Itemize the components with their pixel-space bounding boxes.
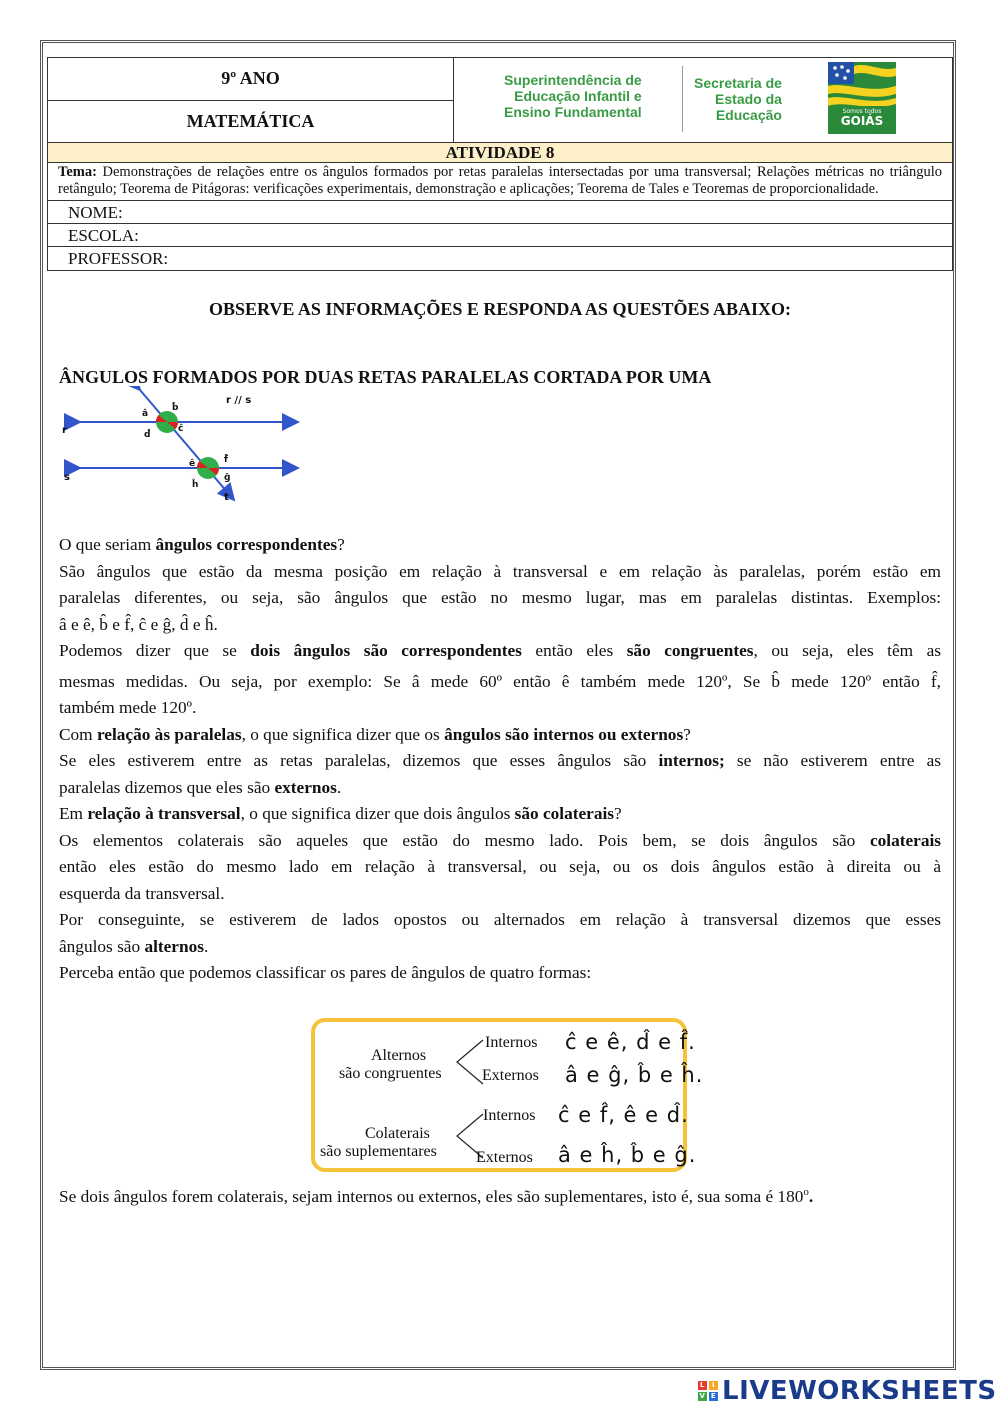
subject-cell: MATEMÁTICA xyxy=(186,110,315,131)
svg-text:ĝ: ĝ xyxy=(224,473,231,483)
paragraph-line: esquerda da transversal. xyxy=(59,883,225,903)
goias-flag-logo xyxy=(828,62,896,134)
svg-text:b̂: b̂ xyxy=(172,403,179,413)
svg-text:Somos todos: Somos todos xyxy=(842,108,882,115)
classification-box xyxy=(311,1018,704,1172)
logos-cell xyxy=(454,58,952,142)
question-collateral: Em relação à transversal, o que significa dizer que dois ângulos são colaterais? xyxy=(59,804,622,823)
paragraph-line: Se eles estiverem entre as retas paralelas, dizemos que esses ângulos são internos; se não estiverem entre as xyxy=(59,751,941,770)
final-sentence: Se dois ângulos forem colaterais, sejam internos ou externos, eles são suplementares, isto é, sua soma é 180$^o$. xyxy=(59,1186,814,1206)
svg-text:ê: ê xyxy=(189,459,196,469)
paragraph-line: Por conseguinte, se estiverem de lados opostos ou alternados em relação à transversal dizemos que esses xyxy=(59,910,941,929)
svg-text:GOVERNO DO ESTADO: GOVERNO DO ESTADO xyxy=(839,128,885,133)
paragraph-line: ângulos são alternos. xyxy=(59,936,209,956)
activity-title: ATIVIDADE 8 xyxy=(48,143,952,163)
svg-text:f̂: f̂ xyxy=(224,455,228,465)
svg-text:ĥ: ĥ xyxy=(192,480,199,490)
colaterais-externos-label: Externos xyxy=(476,1149,533,1166)
logo-superintendencia: Superintendência de Educação Infantil e Ensino Fundamental xyxy=(504,72,642,120)
alternos-sub: são congruentes xyxy=(339,1065,442,1082)
professor-field[interactable]: PROFESSOR: xyxy=(68,249,169,268)
grade-cell: 9º ANO xyxy=(48,58,453,101)
svg-text:GOIÁS: GOIÁS xyxy=(840,114,884,128)
paragraph-line: paralelas diferentes, ou seja, são ângulos que estão no mesmo lugar, mas em paralelas distintas. Exemplos: xyxy=(59,588,941,607)
header-left-column xyxy=(48,58,454,142)
svg-text:d̂: d̂ xyxy=(144,430,151,440)
paragraph-line: também mede 120º. xyxy=(59,698,197,717)
question-internal-external: Com relação às paralelas, o que significa dizer que os ângulos são internos ou externos? xyxy=(59,724,691,744)
paragraph-line: Podemos dizer que se dois ângulos são correspondentes então eles são congruentes, ou seja, eles têm as xyxy=(59,641,941,660)
header-table xyxy=(47,57,953,271)
paragraph-line: então eles estão do mesmo lado em relação à transversal, ou seja, ou os dois ângulos estão à direita ou à xyxy=(59,857,941,876)
colaterais-externos-pairs: â e ĥ, b̂ e ĝ. xyxy=(558,1143,697,1167)
colaterais-internos-label: Internos xyxy=(483,1107,536,1124)
tema-text: Demonstrações de relações entre os ângulos formados por retas paralelas intersectadas por uma transversal; Relações métricas no triângulo retângulo; Teorema de Pitágoras: verificações experimentais, demonstração e aplicações; Teorema de Tales e Teoremas de proporcionalidade. xyxy=(58,164,943,197)
svg-text:â: â xyxy=(142,409,149,419)
paragraph-line: Os elementos colaterais são aqueles que estão do mesmo lado. Pois bem, se dois ângulos são colaterais xyxy=(59,830,941,850)
svg-text:ĉ: ĉ xyxy=(178,424,184,434)
svg-text:s: s xyxy=(64,472,70,483)
alternos-externos-label: Externos xyxy=(482,1067,539,1084)
logo-secretaria: Secretaria de Estado da Educação xyxy=(694,75,782,123)
line-t xyxy=(140,390,234,500)
nome-field[interactable]: NOME: xyxy=(48,201,952,224)
liveworksheets-logo-icon: L I V E xyxy=(699,1381,717,1400)
alternos-internos-label: Internos xyxy=(485,1034,538,1051)
paragraph-line: São ângulos que estão da mesma posição em relação à transversal e em relação às paralelas, porém estão em xyxy=(59,561,941,581)
tema-row xyxy=(48,163,952,201)
colaterais-label: Colaterais xyxy=(365,1125,430,1142)
section-title: ÂNGULOS FORMADOS POR DUAS RETAS PARALELAS CORTADA POR UMA xyxy=(59,367,712,387)
alternos-externos-pairs: â e ĝ, b̂ e ĥ. xyxy=(565,1063,704,1087)
liveworksheets-watermark xyxy=(698,1376,997,1406)
colaterais-sub: são suplementares xyxy=(320,1143,437,1160)
watermark-text: LIVEWORKSHEETS xyxy=(722,1376,997,1406)
logo-separator xyxy=(682,66,683,132)
alternos-internos-pairs: ĉ e ê, d̂ e f̂. xyxy=(565,1030,696,1054)
alternos-label: Alternos xyxy=(371,1047,427,1064)
escola-field[interactable]: ESCOLA: xyxy=(48,224,952,247)
parallel-lines-diagram xyxy=(58,386,308,508)
svg-text:r: r xyxy=(62,425,67,436)
paragraph-line: Perceba então que podemos classificar os pares de ângulos de quatro formas: xyxy=(59,963,592,982)
paragraph-line: â e ê, b̂ e f̂, ĉ e ĝ, d̂ e ĥ. xyxy=(59,614,218,634)
svg-text:r // s: r // s xyxy=(226,395,252,406)
question-corresponding: O que seriam ângulos correspondentes? xyxy=(59,535,345,554)
tema-label: Tema: xyxy=(58,164,97,180)
instruction-heading: OBSERVE AS INFORMAÇÕES E RESPONDA AS QUESTÕES ABAIXO: xyxy=(208,299,791,319)
svg-text:t: t xyxy=(224,492,229,503)
paragraph-line: paralelas dizemos que eles são externos. xyxy=(59,777,342,797)
body-text xyxy=(59,532,941,987)
header-top-row xyxy=(48,58,952,143)
colaterais-internos-pairs: ĉ e f̂, ê e d̂. xyxy=(558,1103,689,1127)
paragraph-line: mesmas medidas. Ou seja, por exemplo: Se â mede 60º então ê também mede 120º, Se b̂ mede 120º então f̂, xyxy=(59,671,941,691)
